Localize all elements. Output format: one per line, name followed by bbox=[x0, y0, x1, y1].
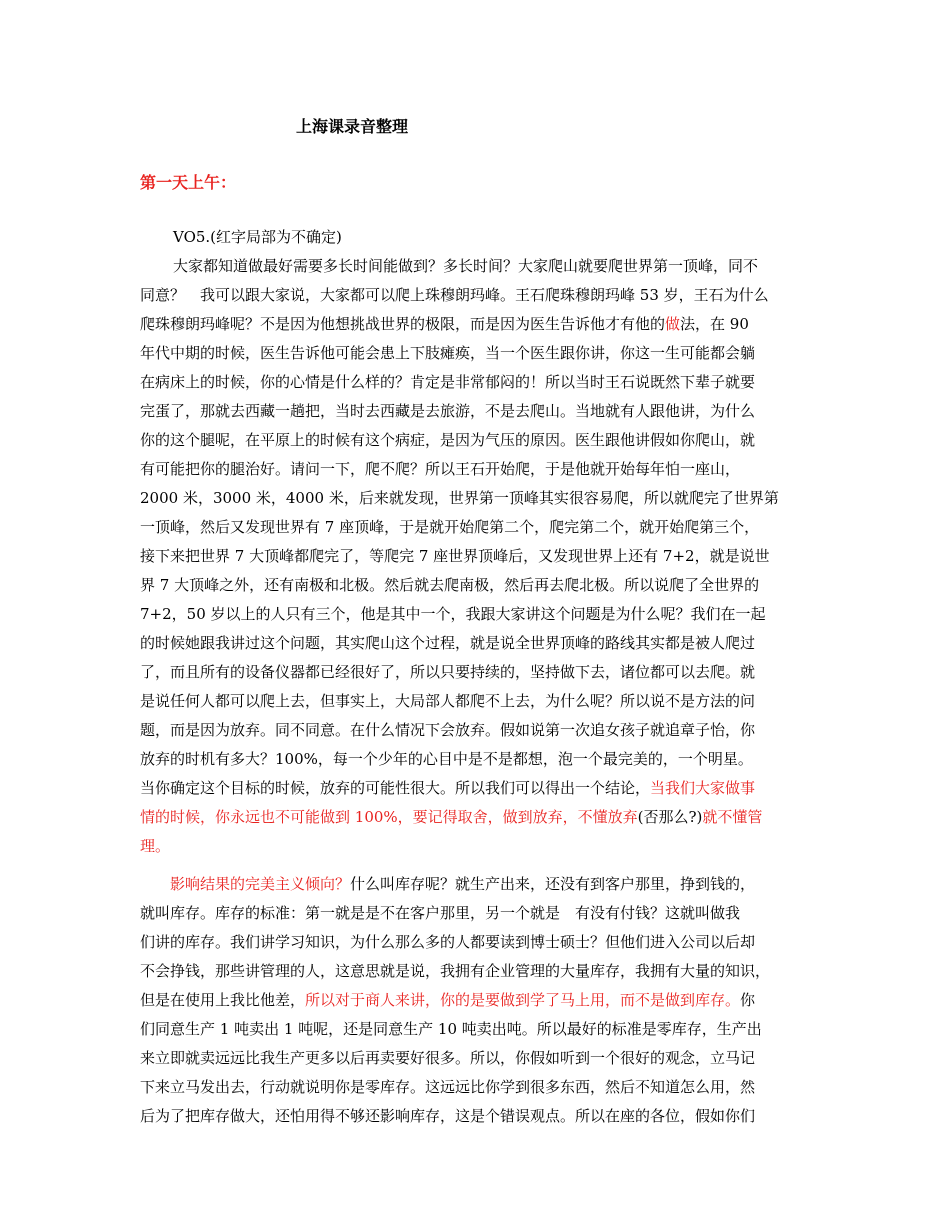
text-line bbox=[140, 748, 812, 769]
text-span: 界 7 大顶峰之外，还有南极和北极。然后就去爬南极，然后再去爬北极。所以说爬了全世界的 bbox=[140, 576, 760, 594]
text-line bbox=[140, 632, 812, 653]
text-line bbox=[140, 371, 812, 392]
text-span: 放弃的时机有多大？100%，每一个少年的心目中是不是都想，泡一个最完美的，一个明星。 bbox=[140, 750, 753, 768]
text-line bbox=[140, 690, 812, 711]
text-span: 就叫库存。库存的标准：第一就是是不在客户那里，另一个就是 有没有付钱？这就叫做我 bbox=[140, 904, 741, 922]
text-line bbox=[140, 516, 812, 537]
text-line bbox=[140, 661, 812, 682]
text-span: 你的这个腿呢，在平原上的时候有这个病症，是因为气压的原因。医生跟他讲假如你爬山，就 bbox=[140, 431, 756, 449]
text-line bbox=[140, 1105, 812, 1126]
text-span: 们同意生产 1 吨卖出 1 吨呢，还是同意生产 10 吨卖出吨。所以最好的标准是零库存，生产出 bbox=[140, 1020, 762, 1038]
text-line bbox=[140, 313, 812, 334]
text-span: 年代中期的时候，医生告诉他可能会患上下肢瘫痪，当一个医生跟你讲，你这一生可能都会躺 bbox=[140, 344, 756, 362]
text-span: 在病床上的时候，你的心情是什么样的？肯定是非常郁闷的！所以当时王石说既然下辈子就要 bbox=[140, 373, 756, 391]
text-span: 接下来把世界 7 大顶峰都爬完了，等爬完 7 座世界顶峰后，又发现世界上还有 7+2，就是说世 bbox=[140, 547, 770, 565]
text-line bbox=[140, 989, 812, 1010]
text-span: 的时候她跟我讲过这个问题，其实爬山这个过程，就是说全世界顶峰的路线其实都是被人爬过 bbox=[140, 634, 756, 652]
highlighted-text: 当我们大家做事 bbox=[650, 779, 756, 797]
highlighted-text: 影响结果的完美主义倾向？ bbox=[170, 875, 351, 893]
text-line bbox=[140, 1018, 812, 1039]
text-line bbox=[140, 400, 812, 421]
text-span: 后为了把库存做大，还怕用得不够还影响库存，这是个错误观点。所以在座的各位，假如你们 bbox=[140, 1107, 756, 1125]
text-span bbox=[140, 875, 170, 893]
text-line bbox=[140, 429, 812, 450]
text-span: 一顶峰，然后又发现世界有 7 座顶峰，于是就开始爬第二个，爬完第二个，就开始爬第三个， bbox=[140, 518, 760, 536]
text-line bbox=[140, 873, 812, 894]
text-line bbox=[140, 1047, 812, 1068]
text-span: 完蛋了，那就去西藏一趟把，当时去西藏是去旅游，不是去爬山。当地就有人跟他讲，为什么 bbox=[140, 402, 756, 420]
text-line bbox=[140, 603, 812, 624]
text-line bbox=[140, 931, 812, 952]
text-span: 是说任何人都可以爬上去，但事实上，大局部人都爬不上去，为什么呢？所以说不是方法的问 bbox=[140, 692, 756, 710]
text-line bbox=[140, 719, 812, 740]
text-line bbox=[140, 284, 812, 305]
highlighted-text: 所以对于商人来讲，你的是要做到学了马上用，而不是做到库存。 bbox=[305, 991, 741, 1009]
text-span: 你 bbox=[740, 991, 756, 1009]
text-span: 什么叫库存呢？就生产出来，还没有到客户那里，挣到钱的， bbox=[350, 875, 756, 893]
text-line bbox=[140, 902, 812, 923]
highlighted-text: 理。 bbox=[140, 837, 171, 855]
text-line bbox=[140, 458, 812, 479]
text-span: 大家都知道做最好需要多长时间能做到？多长时间？大家爬山就要爬世界第一顶峰，同不 bbox=[173, 257, 759, 275]
section-heading: 第一天上午： bbox=[140, 173, 237, 192]
text-line bbox=[140, 960, 812, 981]
text-span: 当你确定这个目标的时候，放弃的可能性很大。所以我们可以得出一个结论， bbox=[140, 779, 651, 797]
text-line bbox=[140, 574, 812, 595]
text-line bbox=[140, 806, 812, 827]
text-line bbox=[140, 545, 812, 566]
text-line bbox=[140, 777, 812, 798]
text-span: 法，在 90 bbox=[680, 315, 749, 333]
text-span: 7+2，50 岁以上的人只有三个，他是其中一个，我跟大家讲这个问题是为什么呢？我们在一起 bbox=[140, 605, 766, 623]
text-span: 爬珠穆朗玛峰呢？不是因为他想挑战世界的极限，而是因为医生告诉他才有他的 bbox=[140, 315, 666, 333]
text-span: 2000 米，3000 米，4000 米，后来就发现，世界第一顶峰其实很容易爬，所以就爬完了世界第 bbox=[140, 489, 779, 507]
text-span: 有可能把你的腿治好。请问一下，爬不爬？所以王石开始爬，于是他就开始每年怕一座山， bbox=[140, 460, 741, 478]
text-span: 同意？ 我可以跟大家说，大家都可以爬上珠穆朗玛峰。王石爬珠穆朗玛峰 53 岁，王石为什么 bbox=[140, 286, 769, 304]
text-span: 不会挣钱，那些讲管理的人，这意思就是说，我拥有企业管理的大量库存，我拥有大量的知识， bbox=[140, 962, 771, 980]
text-span: 了，而且所有的设备仪器都已经很好了，所以只要持续的，坚持做下去，诸位都可以去爬。就 bbox=[140, 663, 756, 681]
text-line bbox=[140, 835, 812, 856]
text-span: 们讲的库存。我们讲学习知识，为什么那么多的人都要读到博士硕士？但他们进入公司以后却 bbox=[140, 933, 756, 951]
text-span: 来立即就卖远远比我生产更多以后再卖要好很多。所以，你假如听到一个很好的观念，立马记 bbox=[140, 1049, 756, 1067]
text-line bbox=[140, 1076, 812, 1097]
highlighted-text: 就不懂管 bbox=[702, 808, 763, 826]
document-title: 上海课录音整理 bbox=[296, 117, 409, 136]
highlighted-text: 做 bbox=[665, 315, 681, 333]
text-line bbox=[173, 255, 845, 276]
highlighted-text: 情的时候，你永远也不可能做到 100%，要记得取舍，做到放弃，不懂放弃 bbox=[140, 808, 638, 826]
text-line bbox=[140, 342, 812, 363]
text-span: 下来立马发出去，行动就说明你是零库存。这远远比你学到很多东西，然后不知道怎么用，然 bbox=[140, 1078, 756, 1096]
text-line bbox=[140, 487, 812, 508]
text-span: 题，而是因为放弃。同不同意。在什么情况下会放弃。假如说第一次追女孩子就追章子怡，你 bbox=[140, 721, 756, 739]
transcript-note: VO5.(红字局部为不确定) bbox=[173, 228, 342, 246]
text-span: (否那么?) bbox=[637, 808, 703, 826]
text-span: 但是在使用上我比他差， bbox=[140, 991, 306, 1009]
